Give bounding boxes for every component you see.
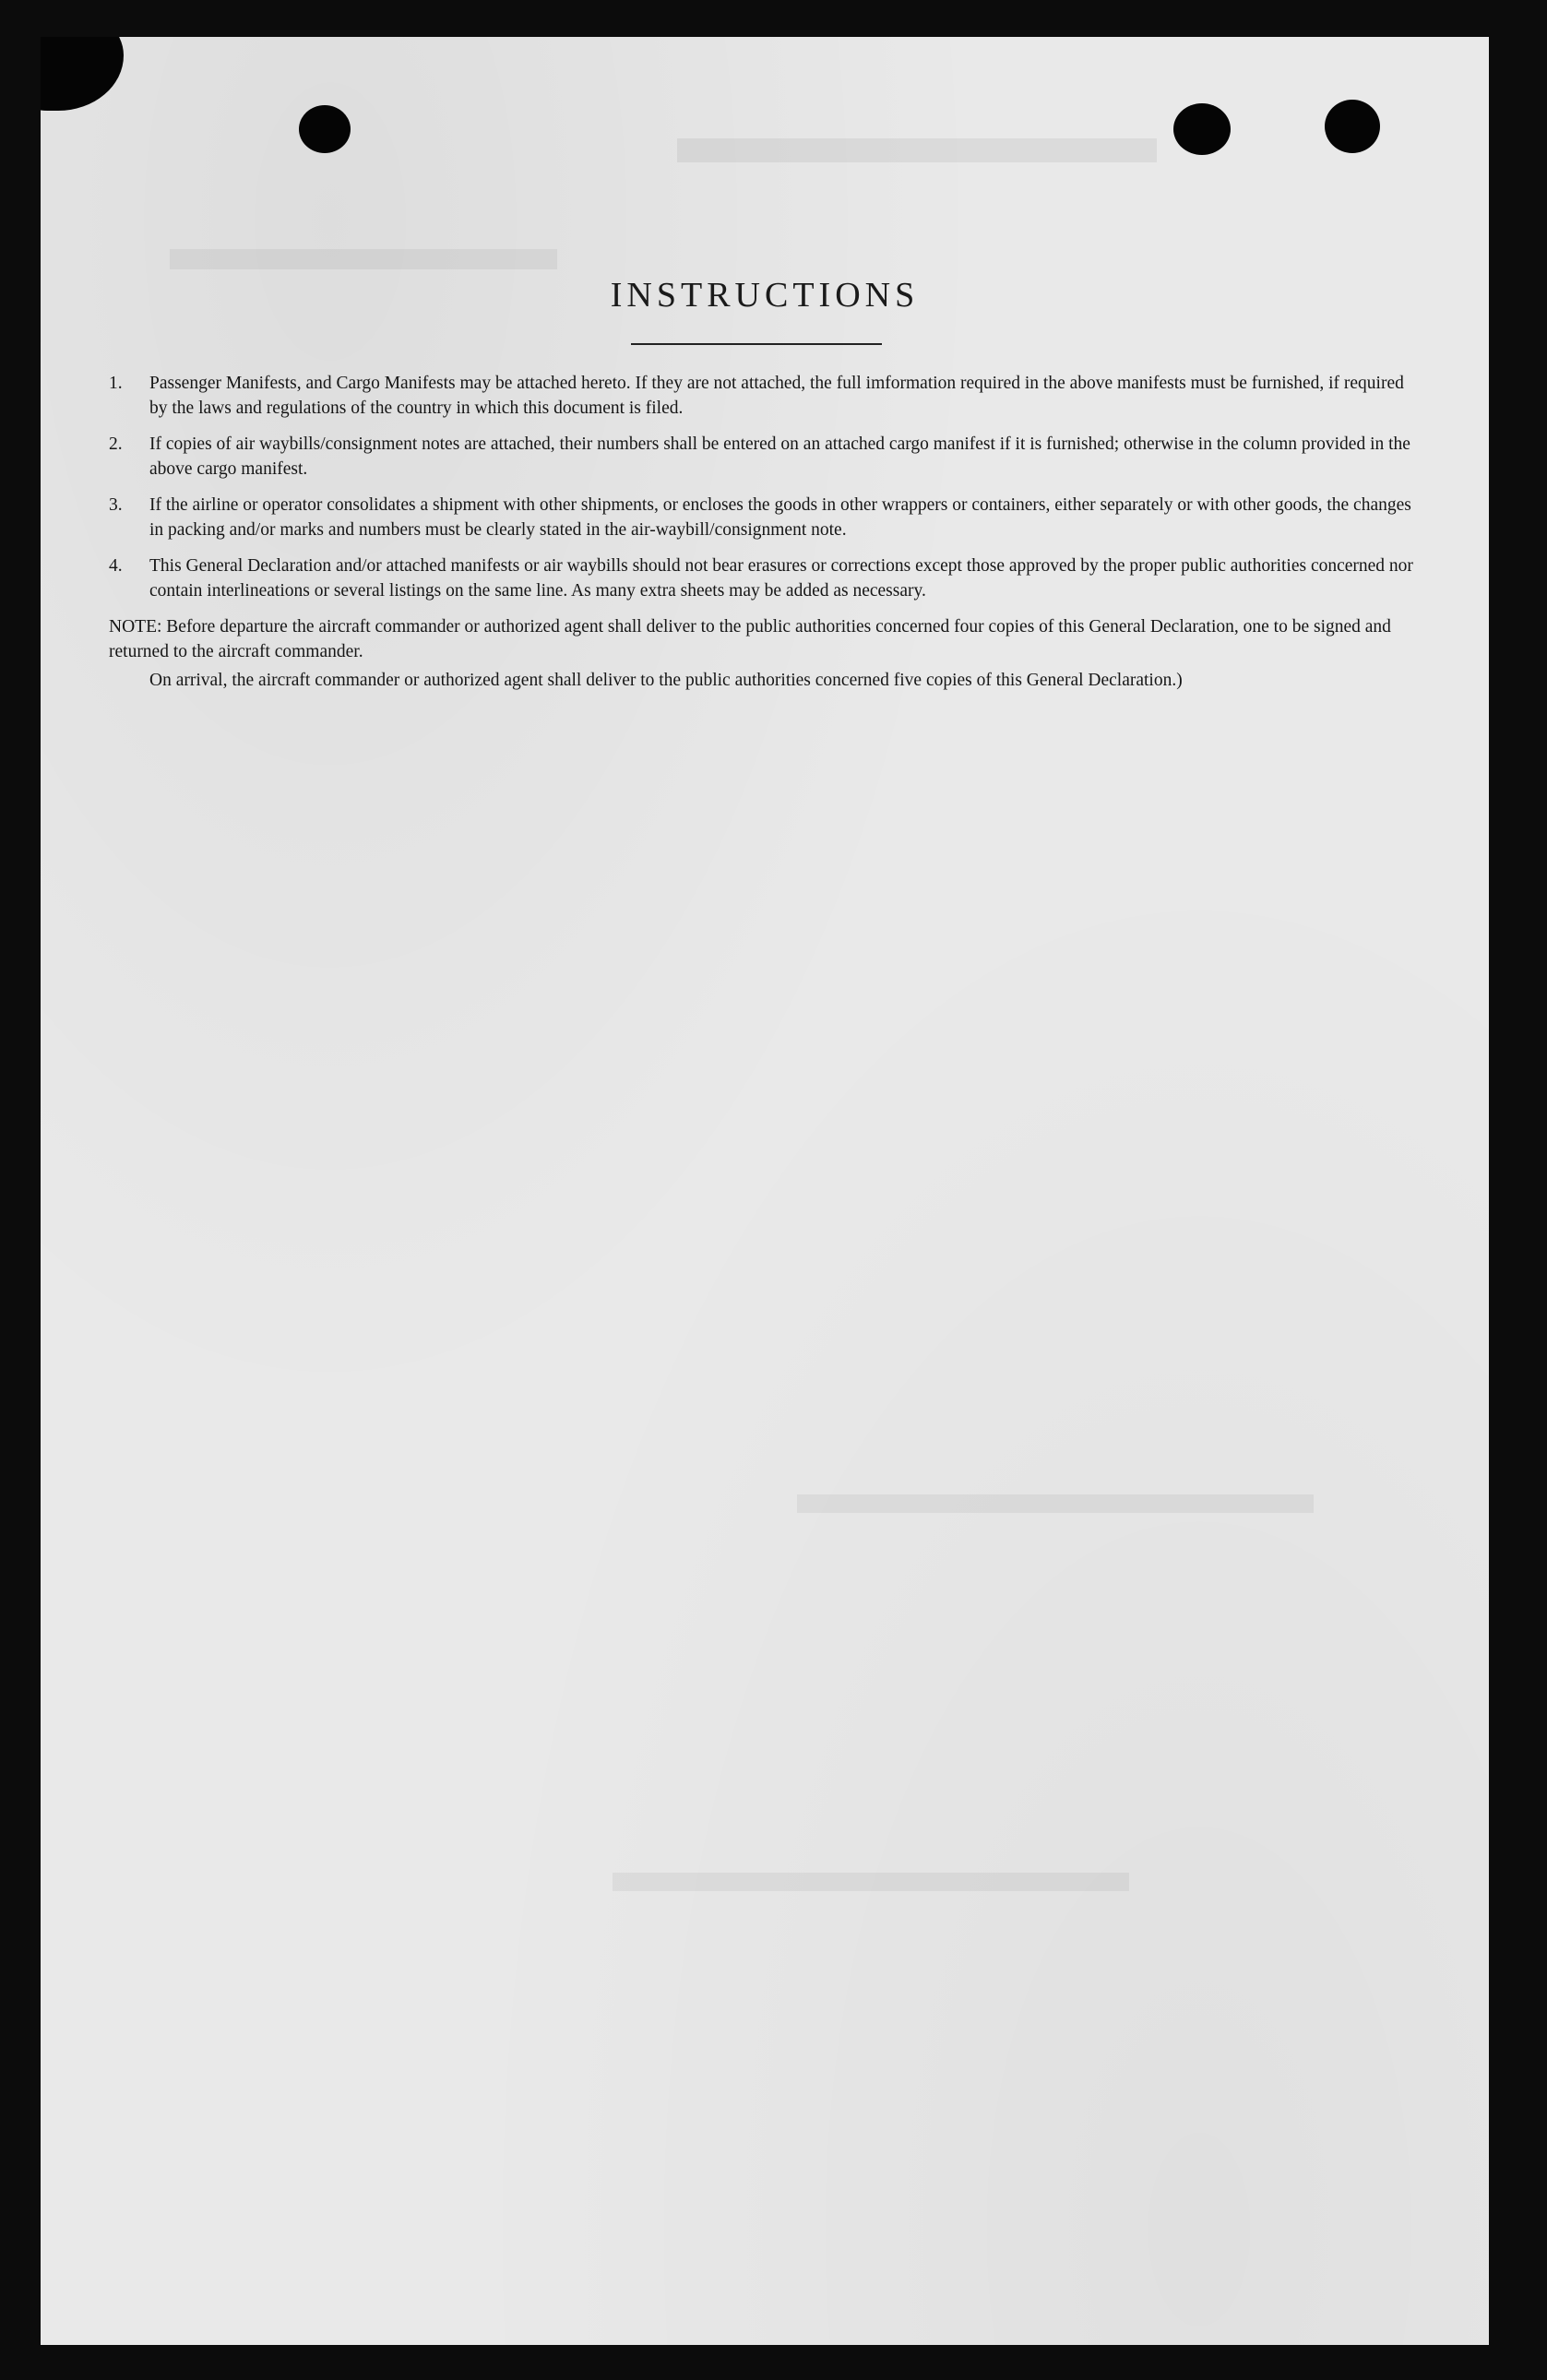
note-block <box>109 614 1424 664</box>
page-title: INSTRUCTIONS <box>610 276 920 315</box>
item-number: 3. <box>109 495 123 515</box>
punch-hole-left <box>299 105 351 153</box>
instruction-item-4 <box>109 553 1424 603</box>
corner-tear <box>41 37 124 111</box>
document-page <box>41 37 1489 2345</box>
punch-hole-far-right <box>1325 100 1380 153</box>
item-text: If the airline or operator consolidates a shipment with other shipments, or encloses the goods in other wrappers or containers, either separately or with other goods, the changes in packing and/or marks and numbers must be clearly stated in the air-waybill/consignment note. <box>149 495 1411 540</box>
show-through-shading <box>170 249 557 269</box>
note-label: NOTE: <box>109 617 162 637</box>
show-through-shading <box>797 1494 1314 1513</box>
instruction-item-2 <box>109 432 1424 482</box>
item-text: This General Declaration and/or attached manifests or air waybills should not bear erasures or corrections except those approved by the proper public authorities concerned nor contain interlineations or several listings on the same line. As many extra sheets may be added as necessary. <box>149 556 1413 601</box>
note-text: Before departure the aircraft commander or authorized agent shall deliver to the public authorities concerned four copies of this General Declaration, one to be signed and returned to the aircraft commander. <box>109 617 1391 661</box>
show-through-shading <box>677 138 1157 162</box>
item-text: Passenger Manifests, and Cargo Manifests may be attached hereto. If they are not attached, the full imformation required in the above manifests must be furnished, if required by the laws and regulations of the country in which this document is filed. <box>149 374 1404 418</box>
instruction-item-3 <box>109 493 1424 542</box>
title-underline <box>631 343 882 345</box>
punch-hole-right <box>1173 103 1231 155</box>
item-text: If copies of air waybills/consignment notes are attached, their numbers shall be entered on an attached cargo manifest if it is furnished; otherwise in the column provided in the above cargo manifest. <box>149 434 1410 479</box>
instruction-item-1 <box>109 371 1424 421</box>
item-number: 4. <box>109 556 123 576</box>
instructions-body <box>109 371 1424 693</box>
item-number: 2. <box>109 434 123 454</box>
note-extra: On arrival, the aircraft commander or authorized agent shall deliver to the public authorities concerned five copies of this General Declaration.) <box>149 671 1183 690</box>
show-through-shading <box>613 1873 1129 1891</box>
item-number: 1. <box>109 374 123 393</box>
